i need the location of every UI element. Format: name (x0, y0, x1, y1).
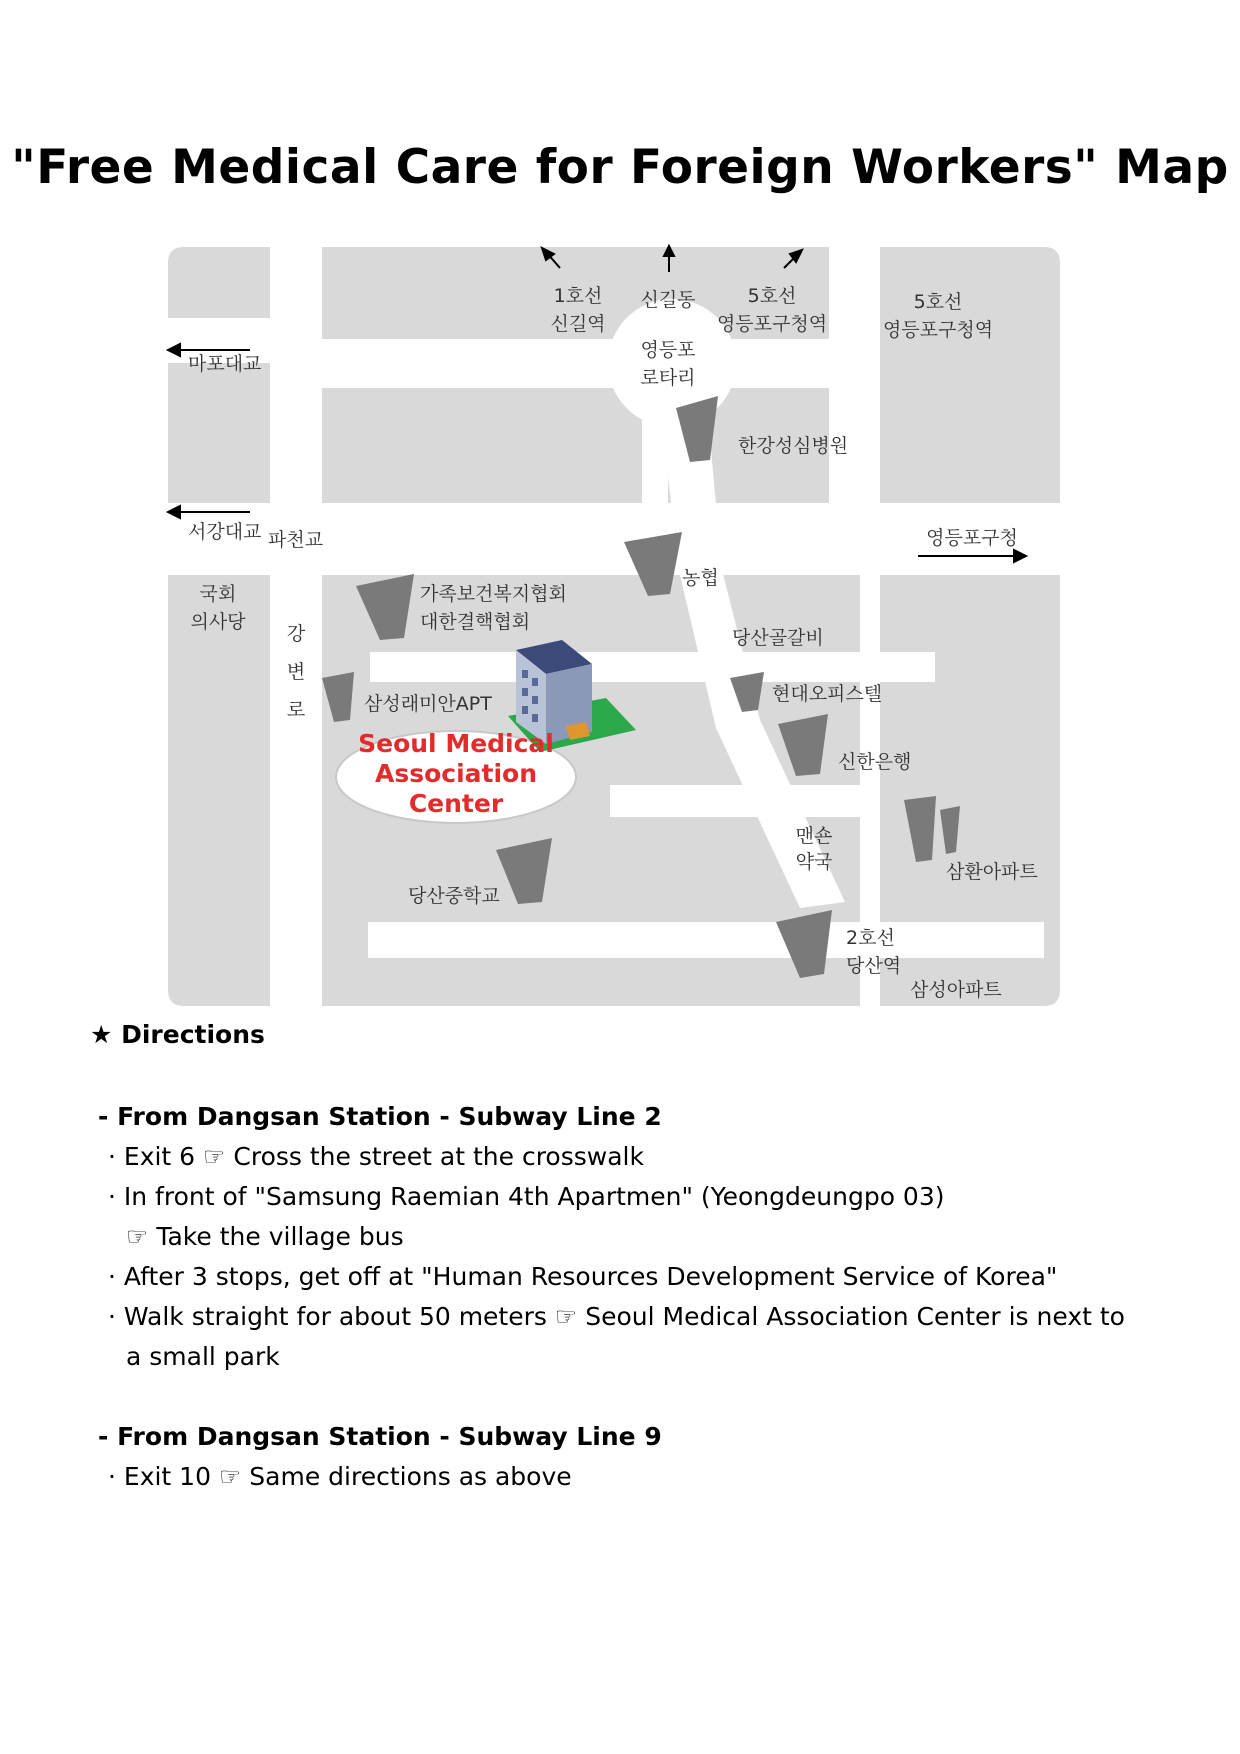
page-title: "Free Medical Care for Foreign Workers" Map (11, 140, 1229, 195)
label-assembly-b: 의사당 (190, 611, 246, 633)
label-gangbyeon-1: 강 (286, 623, 306, 645)
label-singil-station: 신길역 (550, 313, 606, 335)
label-line2: 2호선 (846, 927, 895, 949)
center-label-line3: Center (408, 789, 504, 818)
label-mansion: 맨숀 (795, 825, 833, 847)
label-family-health: 가족보건복지협회 (420, 583, 567, 605)
label-rotary-a: 영등포 (640, 339, 696, 361)
road-dangsan-c (368, 922, 1044, 958)
label-singildong: 신길동 (640, 289, 696, 311)
road-dangsan-b (610, 785, 860, 817)
block-left-bottom (168, 575, 270, 1006)
center-label-line2: Association (374, 759, 538, 788)
label-line5-right: 5호선 (913, 291, 963, 313)
label-ydp-office: 영등포구청 (926, 527, 1018, 549)
label-ydp-station-right: 영등포구청역 (882, 319, 994, 341)
label-dangsan-station: 당산역 (846, 955, 902, 977)
label-shinhan-bank: 신한은행 (838, 751, 912, 773)
label-gangbyeon-2: 변 (286, 661, 306, 683)
label-line1: 1호선 (553, 285, 603, 307)
label-ydp-station: 영등포구청역 (716, 313, 828, 335)
section1-line: · After 3 stops, get off at "Human Resources Development Service of Korea" (108, 1262, 1058, 1291)
label-samsung-apt: 삼성아파트 (910, 979, 1002, 1001)
section2-line: · Exit 10 ☞ Same directions as above (108, 1462, 572, 1491)
label-tuberculosis: 대한결핵협회 (420, 611, 531, 633)
directions-heading: ★ Directions (90, 1020, 265, 1049)
label-seogang-bridge: 서강대교 (188, 521, 262, 543)
section1-title: - From Dangsan Station - Subway Line 2 (98, 1102, 662, 1131)
label-assembly-a: 국회 (199, 583, 237, 605)
label-samsung-raemian: 삼성래미안APT (364, 693, 492, 715)
block-top-left (168, 247, 270, 318)
road-dangsan-a (370, 652, 935, 682)
label-dangsan-galbi: 당산골갈비 (732, 627, 824, 649)
label-dangsan-middle: 당산중학교 (408, 885, 500, 907)
block-left-mid (168, 363, 270, 503)
label-mapo-bridge: 마포대교 (188, 353, 262, 375)
section1-line: · Walk straight for about 50 meters ☞ Seoul Medical Association Center is next to (108, 1302, 1125, 1331)
label-samhwan-apt: 삼환아파트 (946, 861, 1038, 883)
section1-line: · Exit 6 ☞ Cross the street at the crosswalk (108, 1142, 644, 1171)
label-line5: 5호선 (747, 285, 797, 307)
label-gangbyeon-3: 로 (286, 699, 306, 721)
label-rotary-b: 로타리 (640, 367, 696, 389)
section1-line: ☞ Take the village bus (126, 1222, 404, 1251)
label-hangang-hospital: 한강성심병원 (738, 435, 849, 457)
section1-line: a small park (126, 1342, 280, 1371)
block-top-right (880, 247, 1060, 503)
label-hyundai-officetel: 현대오피스텔 (772, 683, 883, 705)
section1-line: · In front of "Samsung Raemian 4th Apartmen" (Yeongdeungpo 03) (108, 1182, 945, 1211)
center-label-line1: Seoul Medical (358, 729, 554, 758)
section2-title: - From Dangsan Station - Subway Line 9 (98, 1422, 662, 1451)
block-center-left (322, 388, 642, 503)
label-pharmacy: 약국 (795, 851, 833, 873)
label-pacheon-bridge: 파천교 (268, 529, 324, 551)
label-nonghyup: 농협 (682, 567, 719, 589)
